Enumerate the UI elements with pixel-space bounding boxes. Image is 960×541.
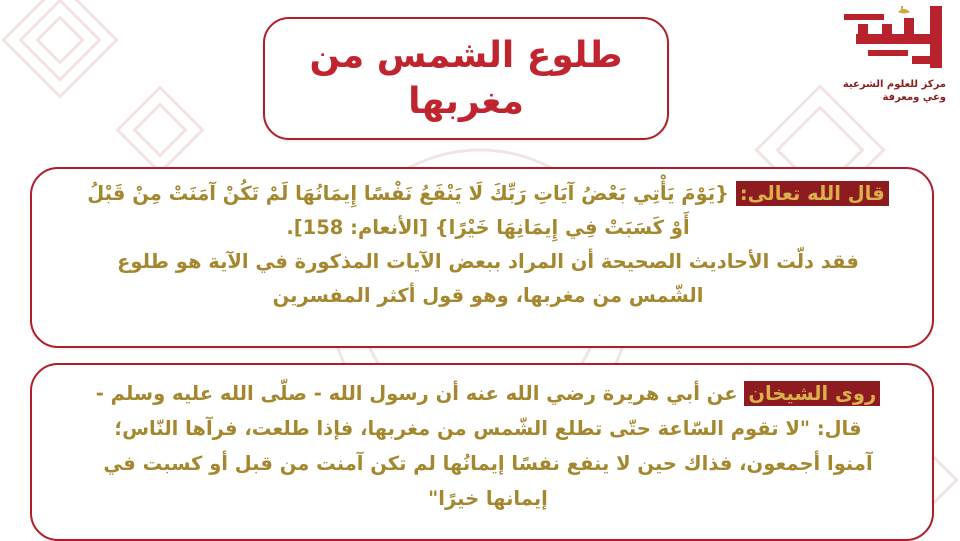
verse-card: [30, 167, 934, 348]
logo-subtitle-line2: وعي ومعرفة: [882, 92, 946, 103]
commentary-line-1: فقد دلّت الأحاديث الصحيحة أن المراد ببعض الآيات المذكورة في الآية هو طلوع: [117, 250, 859, 273]
hadith-line-2: قال: "لا تقوم السّاعة حتّى تطلع الشّمس من مغربها، فإذا طلعت، فرآها النّاس؛: [114, 417, 862, 440]
verse-card-text: [54, 177, 922, 313]
hadith-card: [30, 363, 934, 541]
title-line-1: طلوع الشمس من: [309, 34, 623, 76]
hadith-line-3: آمنوا أجمعون، فذاك حين لا ينفع نفسًا إيمانُها لم تكن آمنت من قبل أو كسبت في: [103, 452, 873, 475]
hadith-card-text: [54, 376, 922, 516]
verse-label: قال الله تعالى:: [736, 181, 889, 206]
title-line-2: مغربها: [408, 80, 524, 122]
verse-text-1: {يَوْمَ يَأْتِي بَعْضُ آيَاتِ رَبِّكَ لَا يَنْفَعُ نَفْسًا إِيمَانُهَا لَمْ تَكُنْ آمَنَتْ مِنْ قَبْلُ: [87, 182, 730, 205]
hadith-label: روى الشيخان: [744, 381, 880, 406]
commentary-line-2: الشّمس من مغربها، وهو قول أكثر المفسرين: [272, 284, 704, 307]
hadith-line-4: إيمانها خيرًا": [428, 487, 548, 510]
title-box: [263, 17, 669, 140]
verse-line-2: أَوْ كَسَبَتْ فِي إِيمَانِهَا خَيْرًا} [الأنعام: 158].: [286, 216, 690, 239]
logo: [832, 4, 954, 108]
logo-mark-icon: [838, 4, 946, 70]
logo-subtitle: [843, 78, 946, 104]
verse-line-1: [54, 177, 922, 211]
logo-subtitle-line1: مركز للعلوم الشرعية: [842, 79, 946, 90]
hadith-line-1: [54, 376, 922, 411]
hadith-text-1: عن أبي هريرة رضي الله عنه أن رسول الله - صلّى الله عليه وسلم -: [95, 382, 738, 405]
